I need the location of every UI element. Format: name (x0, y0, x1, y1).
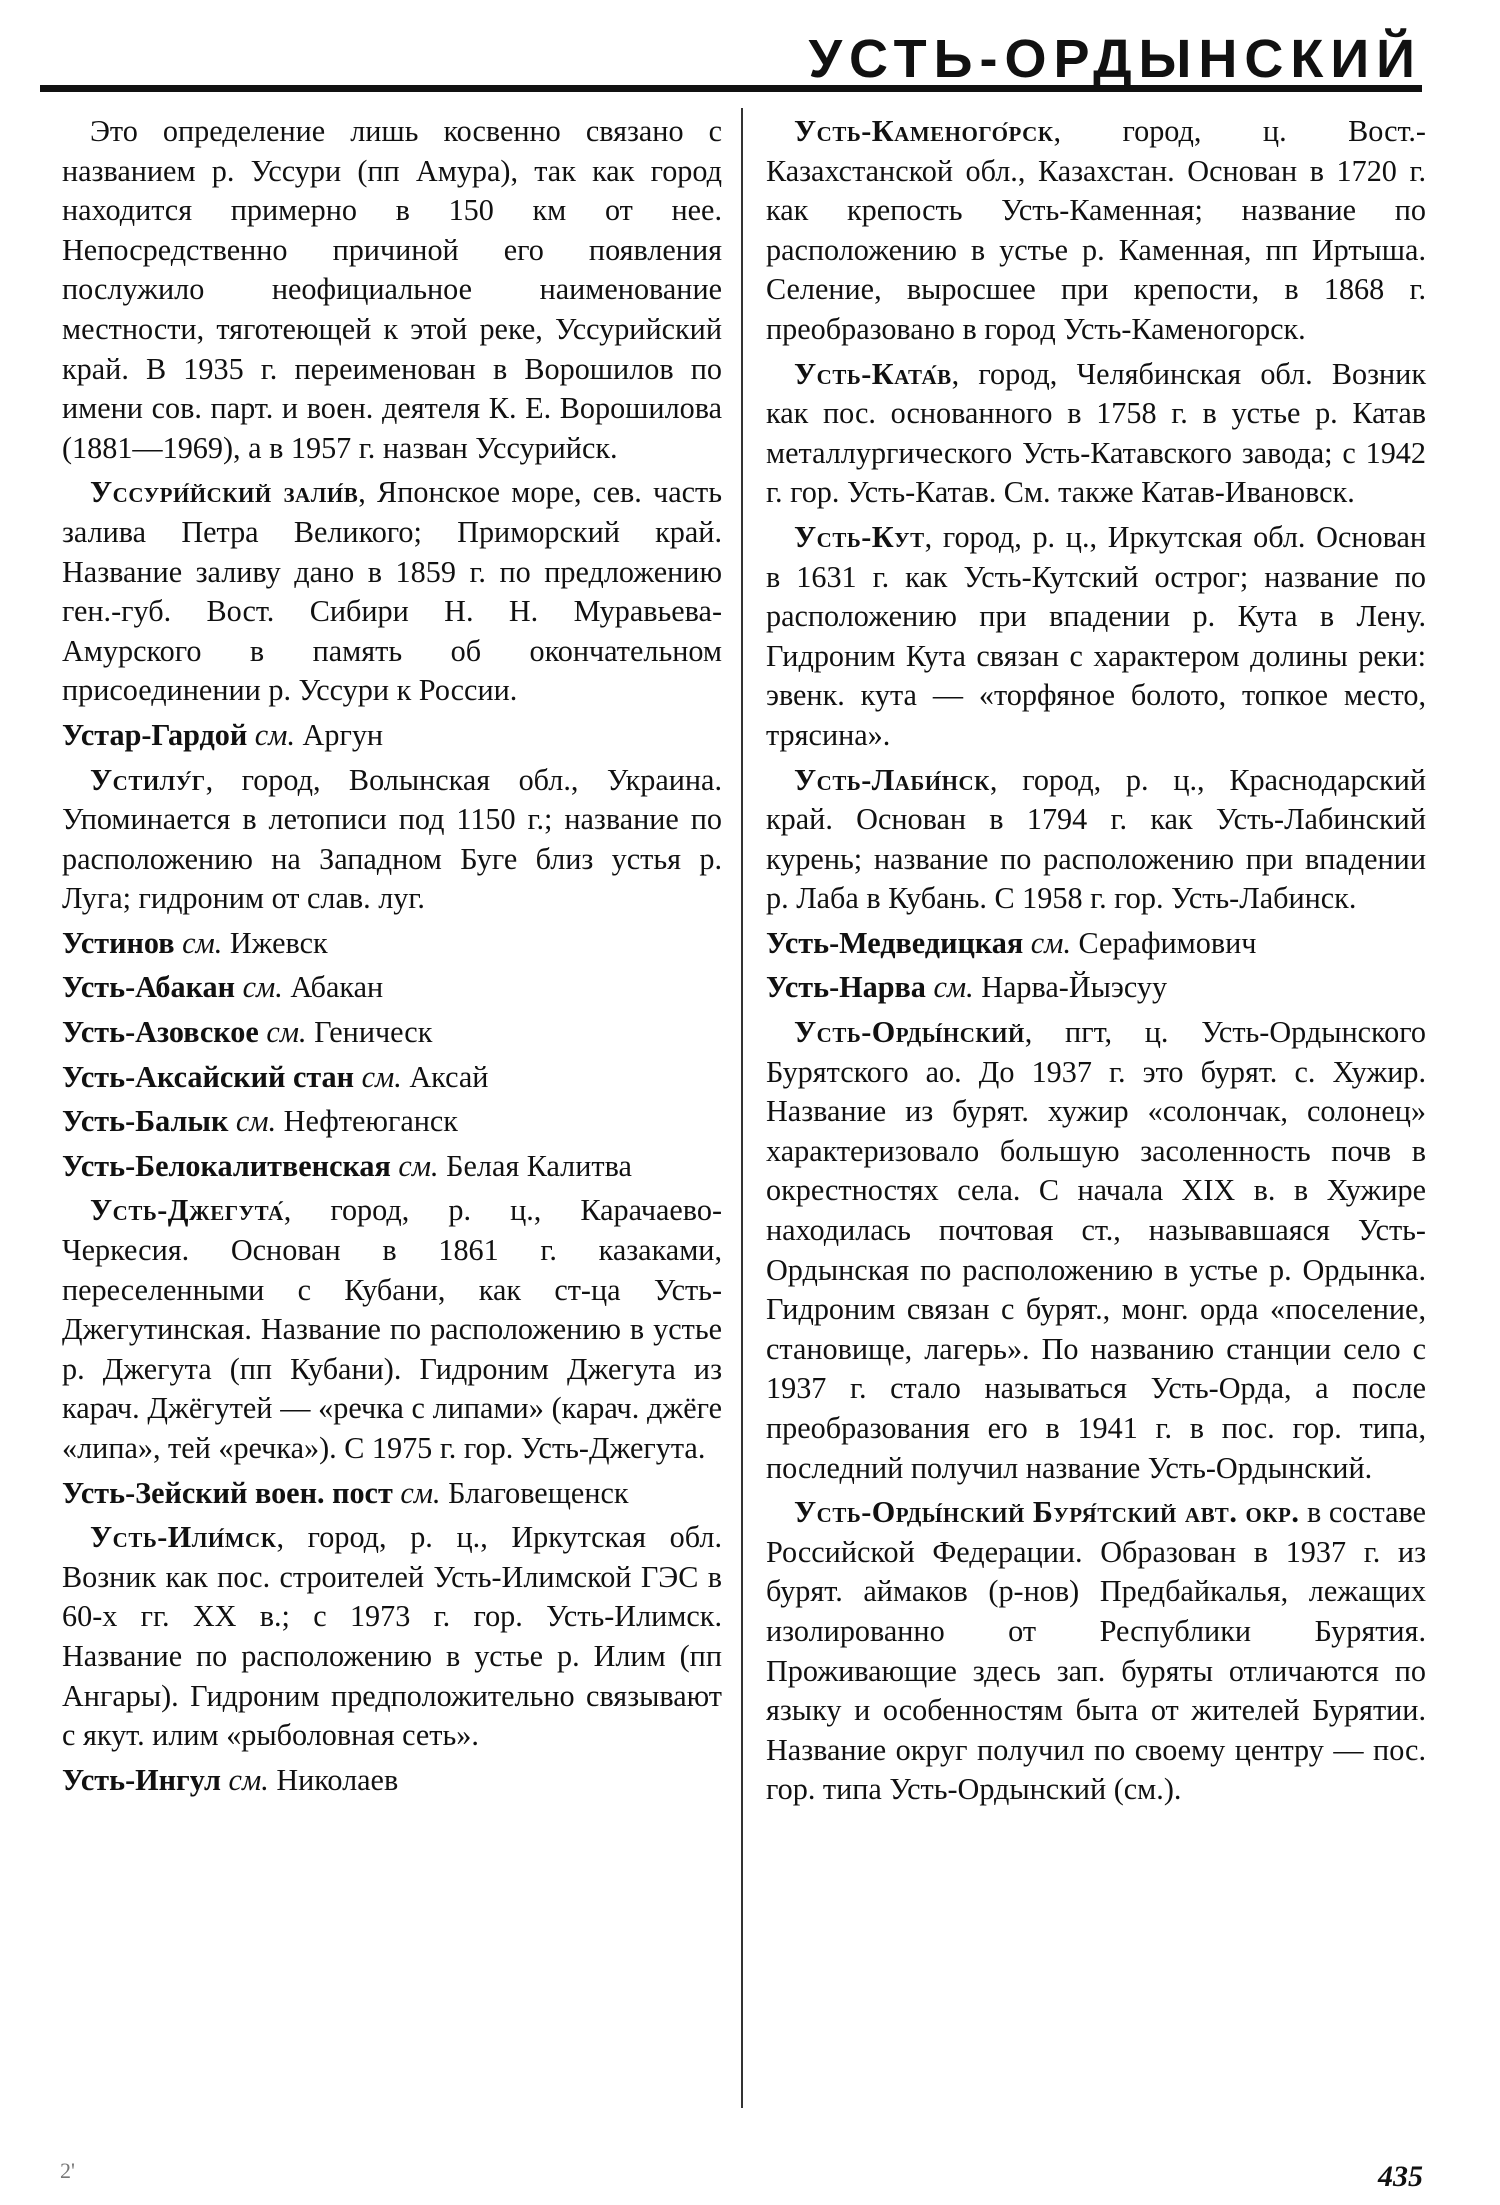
see-also-marker: см. (182, 925, 223, 960)
dictionary-entry (766, 518, 1426, 756)
dictionary-entry (62, 1191, 722, 1468)
entry-headword: Усть-Аксайский стан (62, 1059, 355, 1094)
right-column (766, 112, 1426, 1815)
entry-body: , город, Волынская обл., Украина. Упоминается в летописи под 1150 г.; название по расположению на Западном Буге близ устья р. Луга; гидроним от слав. луг. (62, 762, 722, 916)
reference-target: Геническ (314, 1015, 433, 1050)
dictionary-entry (766, 761, 1426, 919)
see-also-marker: см. (933, 970, 974, 1005)
see-also-marker: см. (398, 1148, 439, 1183)
entry-body: , город, р. ц., Карачаево-Черкесия. Основан в 1861 г. казаками, переселенными с Кубани, как ст-ца Усть-Джегутинская. Название по расположению в устье р. Джегута (пп Кубани). Гидроним Джегута из карач. Джёгутей — «речка с липами» (карач. джёге «липа», тей «речка»). С 1975 г. гор. Усть-Джегута. (62, 1193, 722, 1465)
entry-body: , город, р. ц., Краснодарский край. Основан в 1794 г. как Усть-Лабинский курень; название по расположению при впадении р. Лаба в Кубань. С 1958 г. гор. Усть-Лабинск. (766, 762, 1426, 916)
see-also-marker: см. (228, 1762, 269, 1797)
reference-target: Аксай (409, 1059, 489, 1094)
cross-reference-entry (62, 1761, 722, 1801)
dictionary-entry (62, 1518, 722, 1756)
left-column (62, 112, 722, 1805)
dictionary-entry (62, 473, 722, 711)
reference-target: Белая Калитва (446, 1148, 632, 1183)
dictionary-entry (766, 1013, 1426, 1488)
reference-target: Ижевск (229, 925, 328, 960)
dictionary-entry (62, 761, 722, 919)
reference-target: Серафимович (1078, 925, 1257, 960)
entry-headword: Усть-Медведицкая (766, 925, 1024, 960)
entry-headword: Уссури́йский зали́в (90, 475, 359, 510)
entry-headword: Усть-Нарва (766, 970, 926, 1005)
entry-headword: Усть-Кут (794, 519, 925, 554)
reference-target: Николаев (276, 1762, 399, 1797)
entry-headword: Усть-Джегута́ (90, 1193, 284, 1228)
entry-body: Это определение лишь косвенно связано с названием р. Уссури (пп Амура), так как город находится примерно в 150 км от нее. Непосредственно причиной его появления послужило неофициальное наименование местности, тяготеющей к этой реке, Уссурийский край. В 1935 г. переименован в Ворошилов по имени сов. парт. и воен. деятеля К. Е. Ворошилова (1881—1969), а в 1957 г. назван Уссурийск. (62, 114, 722, 465)
entry-body: , город, р. ц., Иркутская обл. Основан в 1631 г. как Усть-Кутский острог; название по расположению при впадении р. Кута в Лену. Гидроним Кута связан с характером долины реки: эвенк. кута — «торфяное болото, топкое место, трясина». (766, 519, 1426, 752)
entry-headword: Усть-Ингул (62, 1762, 221, 1797)
entry-headword: Усть-Абакан (62, 970, 236, 1005)
running-header (40, 28, 1422, 92)
reference-target: Нарва-Йыэсуу (981, 970, 1168, 1005)
entry-headword: Усть-Ката́в (794, 356, 952, 391)
running-head-title: УСТЬ-ОРДЫНСКИЙ (808, 29, 1422, 89)
page-mark: 2' (60, 2158, 75, 2183)
reference-target: Нефтеюганск (283, 1104, 458, 1139)
entry-headword: Усть-Азовское (62, 1015, 259, 1050)
cross-reference-entry (766, 924, 1426, 964)
entry-headword: Усть-Лаби́нск (794, 762, 990, 797)
see-also-marker: см. (361, 1059, 402, 1094)
cross-reference-entry (62, 1147, 722, 1187)
see-also-marker: см. (235, 1104, 277, 1139)
dictionary-entry (766, 355, 1426, 513)
cross-reference-entry (62, 1102, 722, 1142)
entry-headword: Усть-Орды́нский (794, 1015, 1025, 1050)
cross-reference-entry (62, 716, 722, 756)
see-also-marker: см. (242, 970, 283, 1005)
entry-body: , город, Челябинская обл. Возник как пос. основанного в 1758 г. в устье р. Катав металлургического Усть-Катавского завода; с 1942 г. гор. Усть-Катав. См. также Катав-Ивановск. (766, 356, 1426, 510)
cross-reference-entry (62, 968, 722, 1008)
see-also-marker: см. (254, 717, 295, 752)
reference-target: Аргун (302, 717, 384, 752)
entry-headword: Устар-Гардой (62, 717, 248, 752)
entry-headword: Усть-Зейский воен. пост (62, 1475, 393, 1510)
entry-headword: Усть-Белокалитвенская (62, 1148, 391, 1183)
entry-headword: Устилу́г (90, 762, 206, 797)
cross-reference-entry (62, 1058, 722, 1098)
entry-headword: Устинов (62, 925, 175, 960)
column-divider (741, 108, 743, 2108)
entry-headword: Усть-Орды́нский Буря́тский авт. окр. (794, 1495, 1300, 1530)
entry-body: в составе Российской Федерации. Образован в 1937 г. из бурят. аймаков (р-нов) Предбайкалья, лежащих изолированно от Республики Бурятия. Проживающие здесь зап. буряты отличаются по языку и особенностям быта от жителей Бурятии. Название округ получил по своему центру — пос. гор. типа Усть-Ордынский (см.). (766, 1495, 1426, 1807)
cross-reference-entry (62, 1013, 722, 1053)
reference-target: Абакан (290, 970, 384, 1005)
reference-target: Благовещенск (448, 1475, 629, 1510)
entry-body: , пгт, ц. Усть-Ордынского Бурятского ао. До 1937 г. это бурят. с. Хужир. Название из бурят. хужир «солончак, солонец» характеризовало большую засоленность почв в окрестностях села. С начала XIX в. в Хужире находилась почтовая ст., называвшаяся Усть-Ордынская по расположению в устье р. Ордынка. Гидроним связан с бурят., монг. орда «поселение, становище, лагерь». По названию станции село с 1937 г. стало называться Усть-Орда, а после преобразования его в 1941 г. в пос. гор. типа, последний получил название Усть-Ордынский. (766, 1015, 1426, 1485)
entry-body: , Японское море, сев. часть залива Петра Великого; Приморский край. Название заливу дано в 1859 г. по предложению ген.-губ. Вост. Сибири Н. Н. Муравьева-Амурского в память об окончательном присоединении р. Уссури к России. (62, 475, 723, 708)
cross-reference-entry (62, 1474, 722, 1514)
dictionary-entry (766, 112, 1426, 350)
entry-headword: Усть-Или́мск (90, 1520, 277, 1555)
entry-body: , город, р. ц., Иркутская обл. Возник как пос. строителей Усть-Илимской ГЭС в 60-х гг. XX в.; с 1973 г. гор. Усть-Илимск. Название по расположению в устье р. Илим (пп Ангары). Гидроним предположительно связывают с якут. илим «рыболовная сеть». (62, 1520, 722, 1753)
see-also-marker: см. (1030, 925, 1071, 960)
see-also-marker: см. (400, 1475, 441, 1510)
dictionary-entry (766, 1493, 1426, 1810)
cross-reference-entry (766, 968, 1426, 1008)
page-number: 435 (1378, 2160, 1423, 2193)
see-also-marker: см. (266, 1015, 307, 1050)
dictionary-entry (62, 112, 722, 468)
entry-headword: Усть-Балык (62, 1104, 229, 1139)
entry-body: , город, ц. Вост.-Казахстанской обл., Казахстан. Основан в 1720 г. как крепость Усть-Каменная; название по расположению в устье р. Каменная, пп Иртыша. Селение, выросшее при крепости, в 1868 г. преобразовано в город Усть-Каменогорск. (766, 114, 1426, 346)
cross-reference-entry (62, 924, 722, 964)
entry-headword: Усть-Каменого́рск (794, 114, 1054, 148)
